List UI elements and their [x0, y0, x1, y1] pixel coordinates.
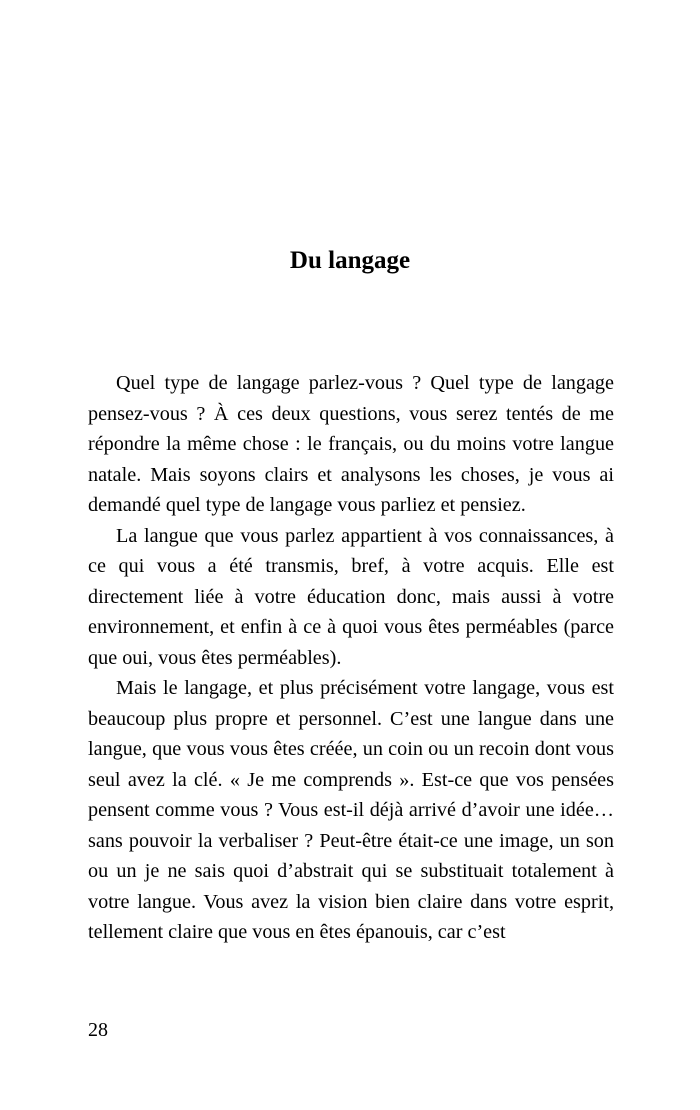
paragraph: Mais le langage, et plus précisément votre langage, vous est beaucoup plus propre et personnel. C’est une langue dans une langue, que vous vous êtes créée, un coin ou un recoin dont vous seul avez la clé. « Je me comprends ». Est-ce que vos pensées pensent comme vous ? Vous est-il déjà arrivé d’avoir une idée… sans pouvoir la verbaliser ? Peut-être était-ce une image, un son ou un je ne sais quoi d’abstrait qui se substituait totalement à votre langue. Vous avez la vision bien claire dans votre esprit, tellement claire que vous en êtes épanouis, car c’est	[88, 677, 614, 943]
paragraph: Quel type de langage parlez-vous ? Quel type de langage pensez-vous ? À ces deux questions, vous serez tentés de me répondre la même chose : le français, ou du moins votre langue natale. Mais soyons clairs et analysons les choses, je vous ai demandé quel type de langage vous parliez et pensiez.	[88, 372, 614, 516]
paragraph: La langue que vous parlez appartient à vos connaissances, à ce qui vous a été transmis, bref, à votre acquis. Elle est directement liée à votre éducation donc, mais aussi à votre environnement, et enfin à ce à quoi vous êtes perméables (parce que oui, vous êtes perméables).	[88, 524, 614, 669]
body-text	[88, 368, 614, 948]
page-number: 28	[88, 1019, 108, 1041]
chapter-title: Du langage	[289, 247, 411, 274]
